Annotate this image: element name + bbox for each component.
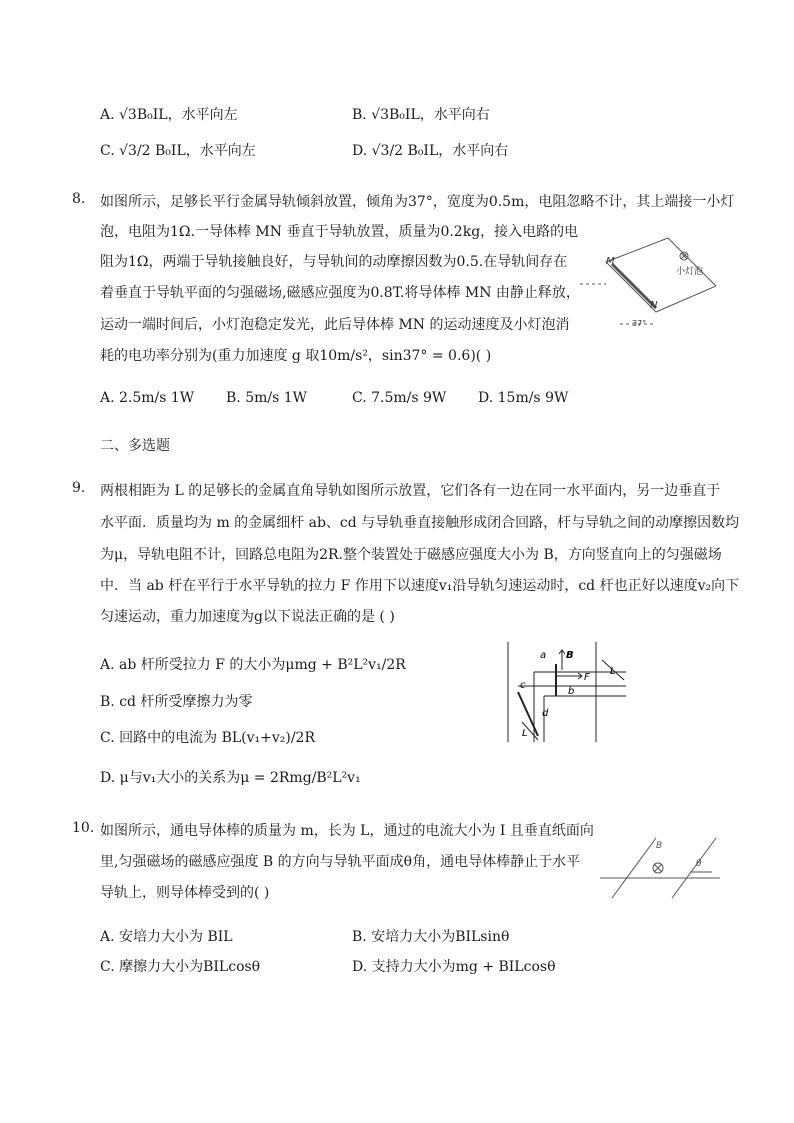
q8-figure bbox=[576, 226, 716, 338]
q9-option-c: C. 回路中的电流为 BL(v₁+v₂)/2R bbox=[100, 730, 316, 746]
q9-label-l1: L bbox=[610, 666, 616, 677]
q10-line-3: 导轨上，则导体棒受到的( ) bbox=[100, 885, 270, 901]
q8-line-2: 泡，电阻为1Ω.一导体棒 MN 垂直于导轨放置，质量为0.2kg，接入电路的电 bbox=[100, 224, 579, 240]
q9-label-b: b bbox=[568, 686, 575, 697]
q10-label-theta: θ bbox=[696, 859, 702, 869]
q9-line-5: 匀速运动，重力加速度为g以下说法正确的是 ( ) bbox=[100, 609, 395, 625]
q10-label-b: B bbox=[656, 841, 663, 851]
q8-line-5: 运动一端时间后，小灯泡稳定发光，此后导体棒 MN 的运动速度及小灯泡消 bbox=[100, 317, 570, 333]
q9-label-c: c bbox=[520, 680, 526, 691]
q9-option-d: D. μ与v₁大小的关系为μ = 2Rmg/B²L²v₁ bbox=[100, 770, 361, 786]
q8-option-b: B. 5m/s 1W bbox=[226, 390, 308, 406]
q8-label-n: N bbox=[650, 300, 658, 311]
q10-option-d: D. 支持力大小为mg + BILcosθ bbox=[352, 959, 556, 975]
q9-label-l2: L bbox=[522, 728, 528, 739]
q8-line-1: 如图所示，足够长平行金属导轨倾斜放置，倾角为37°，宽度为0.5m，电阻忽略不计，其上端接一小灯 bbox=[100, 194, 735, 210]
q10-number: 10. bbox=[72, 820, 95, 836]
q8-option-c: C. 7.5m/s 9W bbox=[352, 390, 447, 406]
q8-label-angle: 37° bbox=[632, 319, 647, 328]
q8-line-3: 阻为1Ω，两端于导轨接触良好，与导轨间的动摩擦因数为0.5.在导轨间存在 bbox=[100, 254, 568, 270]
q9-label-a: a bbox=[540, 650, 547, 661]
q7-option-a: A. √3B₀IL，水平向左 bbox=[100, 107, 238, 123]
q8-label-m: M bbox=[606, 256, 615, 267]
q8-option-d: D. 15m/s 9W bbox=[478, 390, 569, 406]
q8-line-6: 耗的电功率分别为(重力加速度 g 取10m/s²，sin37° = 0.6)( ) bbox=[100, 348, 492, 364]
q9-label-b-field: B bbox=[566, 650, 574, 661]
q9-label-d: d bbox=[542, 708, 549, 719]
q10-line-1: 如图所示，通电导体棒的质量为 m，长为 L，通过的电流大小为 I 且垂直纸面向 bbox=[100, 823, 594, 839]
q9-line-1: 两根相距为 L 的足够长的金属直角导轨如图所示放置，它们各有一边在同一水平面内，另一边垂直于 bbox=[100, 483, 721, 499]
q9-option-b: B. cd 杆所受摩擦力为零 bbox=[100, 694, 253, 710]
q9-line-3: 为μ，导轨电阻不计，回路总电阻为2R.整个装置处于磁感应强度大小为 B，方向竖直向上的匀强磁场 bbox=[100, 547, 722, 563]
q8-line-4: 着垂直于导轨平面的匀强磁场,磁感应强度为0.8T.将导体棒 MN 由静止释放， bbox=[100, 285, 580, 301]
q9-line-4: 中．当 ab 杆在平行于水平导轨的拉力 F 作用下以速度v₁沿导轨匀速运动时，cd 杆也正好以速度v₂向下 bbox=[100, 578, 740, 594]
q10-figure bbox=[596, 836, 724, 902]
q9-number: 9. bbox=[72, 480, 86, 496]
q8-label-bulb: 小灯泡 bbox=[676, 267, 704, 277]
q10-option-a: A. 安培力大小为 BIL bbox=[100, 929, 233, 945]
q9-label-f: F bbox=[584, 672, 590, 683]
q7-option-d: D. √3/2 B₀IL，水平向右 bbox=[352, 143, 509, 159]
q10-option-c: C. 摩擦力大小为BILcosθ bbox=[100, 959, 261, 975]
q9-option-a: A. ab 杆所受拉力 F 的大小为μmg + B²L²v₁/2R bbox=[100, 657, 406, 673]
q9-figure bbox=[504, 636, 632, 746]
q10-option-b: B. 安培力大小为BILsinθ bbox=[352, 929, 510, 945]
q8-number: 8. bbox=[72, 191, 86, 207]
q7-option-b: B. √3B₀IL，水平向右 bbox=[352, 107, 490, 123]
q8-option-a: A. 2.5m/s 1W bbox=[100, 390, 195, 406]
q10-line-2: 里,匀强磁场的磁感应强度 B 的方向与导轨平面成θ角，通电导体棒静止于水平 bbox=[100, 854, 581, 870]
q7-option-c: C. √3/2 B₀IL，水平向左 bbox=[100, 143, 256, 159]
section-title: 二、多选题 bbox=[100, 438, 170, 454]
q9-line-2: 水平面．质量均为 m 的金属细杆 ab、cd 与导轨垂直接触形成闭合回路，杆与导轨之间的动摩擦因数均 bbox=[100, 515, 740, 531]
